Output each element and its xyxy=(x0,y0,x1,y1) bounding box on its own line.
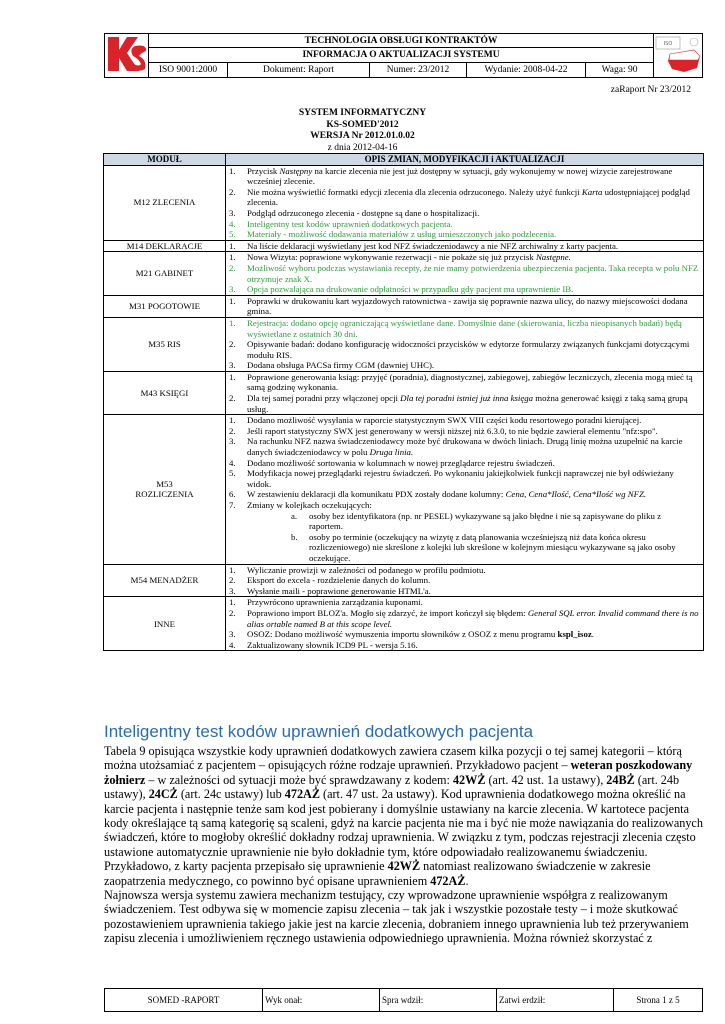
change-subitem: b. osoby po terminie (oczekujący na wizytę z datą planowania wcześniejszą niż data końca okresu rozliczeniowego) nie skreślone z kolejki lub skreślone w kolejnym miesiącu wykazywane są jako osoby oczekujące. xyxy=(291,531,676,563)
change-item: 3. Opcja pozwalająca na drukowanie odpłatności w przypadku gdy pacjent ma uprawnienie IB. xyxy=(229,284,574,295)
header-iso: ISO 9001:2000 xyxy=(149,62,228,77)
change-item: 3. Na rachunku NFZ nazwa świadczeniodawcy może być drukowana w dwóch liniach. Drugą linię można uzupełnić na karcie danych świadczeniodawcy w polu Druga linia. xyxy=(229,436,683,458)
change-item: 3. Dodana obsługa PACSa firmy CGM (dawniej UHC). xyxy=(229,360,435,371)
certificate-logo xyxy=(654,34,703,78)
module-changes xyxy=(226,564,704,597)
module-name: M12 ZLECENIA xyxy=(104,165,226,240)
ks-logo-icon xyxy=(105,34,149,74)
table-row xyxy=(104,564,704,597)
paragraph-1: Tabela 9 opisująca wszystkie kody uprawnień dodatkowych zawiera czasem kilka pozycji o tej samej kategorii – którą można utożsamiać z pacjentem – opisujących różne rodzaje uprawnień. Przykładowo pacjent – weteran poszkodowany żołnierz – w zależności od sytuacji może być sprawdzawany z kodem: 42WŻ (art. 42 ust. 1a ustawy), 24BŻ (art. 24b ustawy), 24CŻ (art. 24c ustawy) lub 472AŻ (art. 47 ust. 2a ustawy). Kod uprawnienia dodatkowego można określić na karcie pacjenta i następnie tenże sam kod jest pobierany i domyślnie ustawiany na karcie zlecenia. W kartotece pacjenta kody określające tą samą kategorię są scaleni, gdyż na karcie pacjenta nie ma i być nie może nawiązania do realizowanych świadczeń, które to mogłoby określić dokładny rodzaj uprawnienia. W związku z tym, podczas rejestracji zlecenia często ustawione automatycznie uprawnienie nie było dokładnie tym, które odpowiadało realizowanemu świadczeniu. Przykładowo, z karty pacjenta przepisało się uprawnienie 42WŻ natomiast realizowano świadczenie w zakresie zaopatrzenia medycznego, co powinno być opisane uprawnieniem 472AŻ. xyxy=(104,744,703,888)
system-info xyxy=(0,108,725,154)
module-changes xyxy=(226,252,704,295)
module-name: M31 POGOTOWIE xyxy=(104,295,226,317)
module-changes xyxy=(226,240,704,252)
change-item: 2. Eksport do excela - rozdzielenie danych do kolumn. xyxy=(229,575,431,586)
paragraph-2: Najnowsza wersja systemu zawiera mechanizm testujący, czy wprowadzone uprawnienie współgra z realizowanym świadczeniem. Test odbywa się w momencie zapisu zlecenia – tak jak i wszystkie pozostałe testy – i może skutkować pozostawieniem uprawnienia takiego jakie jest na karcie zlecenia, dobraniem innego uprawnienia lub też przerywaniem zapisu zlecenia i umożliwieniem ręcznego ustawienia odpowiedniego uprawnienia. Można również skorzystać z xyxy=(104,888,689,946)
footer-performed: Wyk onał: xyxy=(263,989,380,1012)
change-item: 1. Rejestracja: dodano opcję ograniczającą wyświetlane dane. Domyślnie dane (skierowania, liczba nieopisanych badań) będą wyświetlane z ostatnich 30 dni. xyxy=(229,317,682,339)
module-title: ROZLICZENIA xyxy=(135,489,194,500)
poland-map-certificate-icon xyxy=(654,34,702,74)
change-item: 3. Wysłanie maili - poprawione generowanie HTML'a. xyxy=(229,585,431,596)
change-item: 1. Wyliczanie prowizji w zależności od podanego w profilu podmiotu. xyxy=(229,564,486,575)
change-item: 1. Poprawione generowania ksiąg: przyjęć (poradnia), diagnostycznej, zabiegowej, zabiegów leczniczych, zlecenia mogą mieć tą samą godzinę wykonania. xyxy=(229,371,693,393)
system-line-3: WERSJA Nr 2012.01.0.02 xyxy=(310,131,415,141)
module-name: INNE xyxy=(104,597,226,651)
table-row xyxy=(104,371,704,414)
table-row xyxy=(104,295,704,317)
change-item: 3. OSOZ: Dodano możliwość wymuszenia importu słowników z OSOZ z menu programu kspl_isoz. xyxy=(229,629,594,640)
change-item: 2. Nie można wyświetlić formatki edycji zlecenia dla zlecenia odrzuconego. Należy użyć funkcji Karta udostępniającej podgląd zlecenia. xyxy=(229,186,690,208)
company-logo xyxy=(105,34,149,78)
header-document: Dokument: Raport xyxy=(228,62,370,77)
module-name xyxy=(104,415,226,564)
change-item: 6. W zestawieniu deklaracji dla komunikatu PDX zostały dodane kolumny: Cena, Cena*Ilość, Cena*Ilość wg NFZ. xyxy=(229,489,647,500)
header-number: Numer: 23/2012 xyxy=(370,62,467,77)
header-table xyxy=(104,33,703,78)
table-row xyxy=(104,165,704,240)
footer-page-number: Strona 1 z 5 xyxy=(614,989,703,1012)
change-item: 4. Dodano możliwość sortowania w kolumnach w nowej przeglądarce rejestru świadczeń. xyxy=(229,457,555,468)
module-changes xyxy=(226,165,704,240)
header-title-1: TECHNOLOGIA OBSŁUGI KONTRAKTÓW xyxy=(149,34,654,48)
svg-text:ISO: ISO xyxy=(663,41,673,47)
footer-table xyxy=(104,988,703,1012)
change-item: 5. Materiały - możliwość dodawania materiałów z usług umieszczonych jako podzlecenia. xyxy=(229,229,557,240)
footer-document: SOMED -RAPORT xyxy=(105,989,263,1012)
change-item: 1. Dodano możliwość wysyłania w raporcie statystycznym SWX VIII części kodu resortowego poradni kierującej. xyxy=(229,415,642,426)
change-item: 1. Nowa Wizyta: poprawione wykonywanie rezerwacji - nie pokaże się już przycisk Następne. xyxy=(229,252,571,263)
change-item: 1. Przycisk Następny na karcie zlecenia nie jest już dostępny w sytuacji, gdy wykonujemy w nowej wizycie zarejestrowane wcześniej zlecenie. xyxy=(229,165,673,187)
header-edition: Wydanie: 2008-04-22 xyxy=(467,62,586,77)
module-changes xyxy=(226,371,704,414)
section-body xyxy=(104,744,704,946)
change-item: 1. Przywrócono uprawnienia zarządzania kuponami. xyxy=(229,597,423,608)
change-item: 5. Modyfikacja nowej przeglądarki rejestru świadczeń. Po wykonaniu jakiejkolwiek funkcji naprawczej nie był odświeżany widok. xyxy=(229,468,674,489)
change-item: 2. Jeśli raport statystyczny SWX jest generowany w wersji niższej niż 6.3.0, to nie będzie zawierał elementu "nfz:spo". xyxy=(229,425,658,436)
table-row xyxy=(104,415,704,564)
change-subitem: a. osoby bez identyfikatora (np. nr PESEL) wykazywane są jako błędne i nie są zapisywane do pliku z raportem. xyxy=(291,510,662,532)
footer-approved: Zatwi erdził: xyxy=(497,989,614,1012)
module-changes xyxy=(226,597,704,651)
changes-table xyxy=(103,153,704,651)
footer-checked: Spra wdził: xyxy=(380,989,497,1012)
system-date: z dnia 2012-04-16 xyxy=(327,142,398,153)
change-item: 2. Dla tej samej poradni przy włączonej opcji Dla tej poradni istniej już inna księga można generować księgi z taką samą grupą usług. xyxy=(229,393,688,414)
module-name: M14 DEKLARACJE xyxy=(104,240,226,252)
header-weight: Waga: 90 xyxy=(586,62,654,77)
change-item: 2. Możliwość wyboru podczas wystawiania recepty, że nie mamy potwierdzenia ubezpieczenia pacjenta. Taka recepta w polu NFZ otrzymuje znak X. xyxy=(229,262,699,284)
header-title-2: INFORMACJA O AKTUALIZACJI SYSTEMU xyxy=(149,48,654,62)
change-item: 2. Opisywanie badań: dodano konfigurację widoczności przycisków w edytorze formularzy związanych funkcjami dotyczącymi modułu RIS. xyxy=(229,339,690,360)
change-item: 4. Inteligentny test kodów uprawnień dodatkowych pacjenta. xyxy=(229,218,453,229)
table-row xyxy=(104,317,704,371)
table-row xyxy=(104,252,704,295)
change-item: 1. Na liście deklaracji wyświetlany jest kod NFZ świadczeniodawcy a nie NFZ archiwalny z karty pacjenta. xyxy=(229,240,619,251)
change-item: 7. Zmiany w kolejkach oczekujących: a. osoby bez identyfikatora (np. nr PESEL) wykazywane są jako błędne i nie są zapisywane do pliku z raportem. b. osoby po terminie (oczekujący na wizytę z datą planowania wcześniejszą niż data końca okresu rozliczeniowego) nie skreślone z kolejki lub skreślone w kolejnym miesiącu wykazywane są jako osoby oczekujące. xyxy=(226,500,703,564)
change-item: 1. Poprawki w drukowaniu kart wyjazdowych ratownictwa - zawija się poprawnie nazwa ulicy, do nazwy miejscowości dodana gmina. xyxy=(229,295,688,317)
section-title: Inteligentny test kodów uprawnień dodatkowych pacjenta xyxy=(104,722,534,741)
column-header-changes: OPIS ZMIAN, MODYFIKACJI i AKTUALIZACJI xyxy=(226,154,704,166)
report-reference: zaRaport Nr 23/2012 xyxy=(610,85,691,95)
change-item: 4. Zaktualizowany słownik ICD9 PL - wersja 5.16. xyxy=(229,639,418,650)
module-name: M54 MENADŻER xyxy=(104,564,226,597)
table-row xyxy=(104,597,704,651)
module-changes xyxy=(226,295,704,317)
system-line-1: SYSTEM INFORMATYCZNY xyxy=(298,108,427,118)
module-name: M43 KSIĘGI xyxy=(104,371,226,414)
module-name: M21 GABINET xyxy=(104,252,226,295)
module-changes xyxy=(226,317,704,371)
table-row xyxy=(104,240,704,252)
system-line-2: KS-SOMED'2012 xyxy=(326,119,399,130)
change-item: 3. Podgląd odrzuconego zlecenia - dostępne są dane o hospitalizacji. xyxy=(229,207,480,218)
module-name: M35 RIS xyxy=(104,317,226,371)
change-item: 2. Poprawiono import BLOZ'a. Mogło się zdarzyć, że import kończył się błędem: General SQL error. Invalid command there is no alias ortable named B at this scope level. xyxy=(229,607,699,629)
module-code: M53 xyxy=(156,478,173,489)
column-header-module: MODUŁ xyxy=(104,154,226,166)
module-changes xyxy=(226,415,704,564)
